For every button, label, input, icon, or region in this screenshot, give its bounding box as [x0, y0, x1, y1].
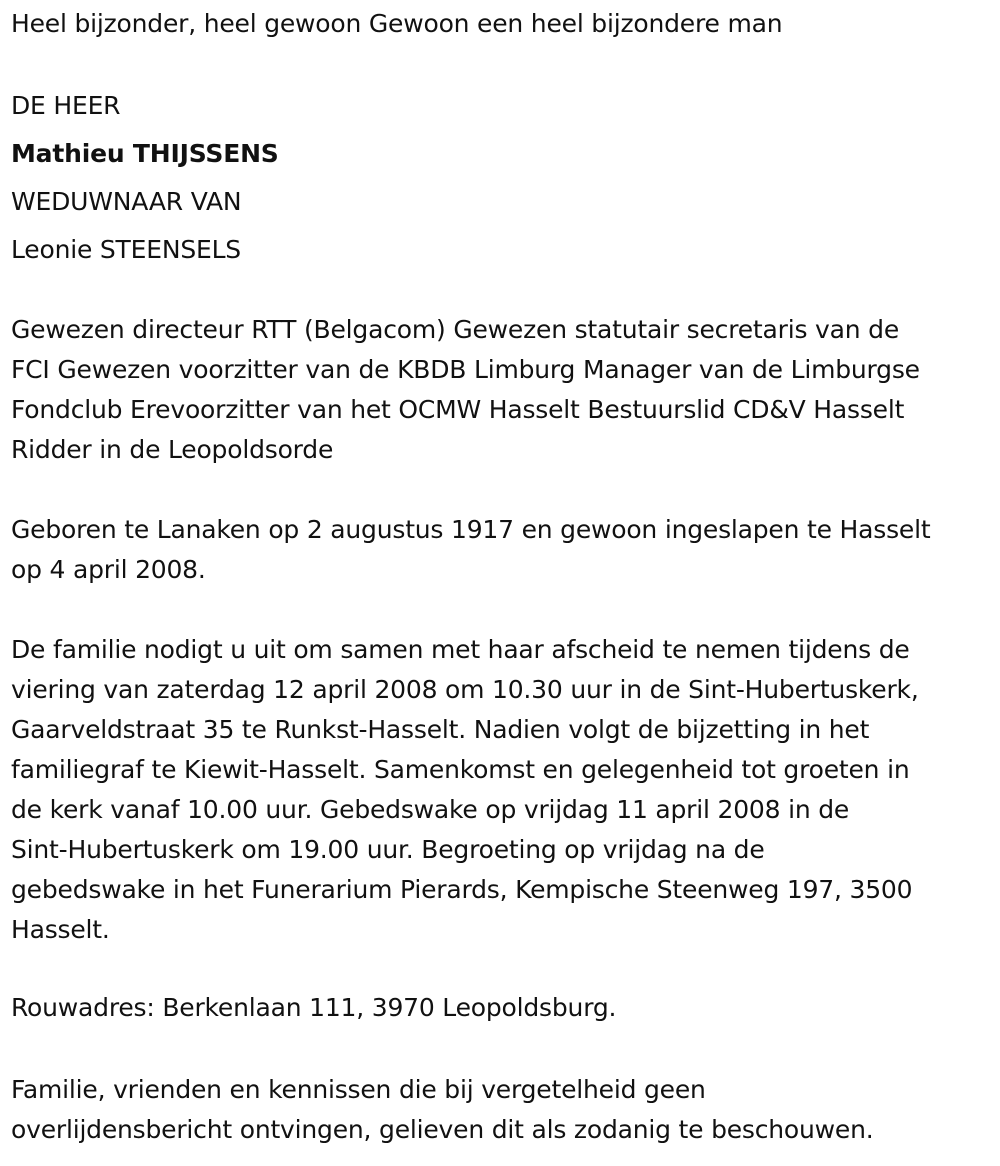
closing-line: Familie, vrienden en kennissen die bij vergetelheid geen: [11, 1075, 706, 1104]
ceremony-line: gebedswake in het Funerarium Pierards, Kempische Steenweg 197, 3500: [11, 875, 913, 904]
birth-death-line: Geboren te Lanaken op 2 augustus 1917 en gewoon ingeslapen te Hasselt: [11, 515, 931, 544]
ceremony-line: De familie nodigt u uit om samen met haar afscheid te nemen tijdens de: [11, 635, 910, 664]
closing-line: overlijdensbericht ontvingen, gelieven dit als zodanig te beschouwen.: [11, 1115, 874, 1144]
birth-death-paragraph: [11, 510, 996, 590]
ceremony-line: Hasselt.: [11, 915, 110, 944]
career-paragraph: [11, 310, 996, 470]
spouse-name: Leonie STEENSELS: [11, 235, 241, 264]
ceremony-line: Sint-Hubertuskerk om 19.00 uur. Begroeting op vrijdag na de: [11, 835, 765, 864]
widower-label: WEDUWNAAR VAN: [11, 187, 242, 216]
career-line: Gewezen directeur RTT (Belgacom) Gewezen statutair secretaris van de: [11, 315, 900, 344]
deceased-name: Mathieu THIJSSENS: [11, 139, 279, 168]
ceremony-line: de kerk vanaf 10.00 uur. Gebedswake op vrijdag 11 april 2008 in de: [11, 795, 850, 824]
ceremony-paragraph: [11, 630, 996, 950]
closing-paragraph: [11, 1070, 996, 1150]
motto: Heel bijzonder, heel gewoon Gewoon een heel bijzondere man: [11, 9, 783, 38]
ceremony-line: familiegraf te Kiewit-Hasselt. Samenkomst en gelegenheid tot groeten in: [11, 755, 910, 784]
salutation: DE HEER: [11, 91, 121, 120]
ceremony-line: Gaarveldstraat 35 te Runkst-Hasselt. Nadien volgt de bijzetting in het: [11, 715, 870, 744]
career-line: FCI Gewezen voorzitter van de KBDB Limburg Manager van de Limburgse: [11, 355, 920, 384]
career-line: Ridder in de Leopoldsorde: [11, 435, 334, 464]
mourning-address: Rouwadres: Berkenlaan 111, 3970 Leopoldsburg.: [11, 993, 617, 1022]
ceremony-line: viering van zaterdag 12 april 2008 om 10.30 uur in de Sint-Hubertuskerk,: [11, 675, 919, 704]
career-line: Fondclub Erevoorzitter van het OCMW Hasselt Bestuurslid CD&V Hasselt: [11, 395, 905, 424]
birth-death-line: op 4 april 2008.: [11, 555, 206, 584]
